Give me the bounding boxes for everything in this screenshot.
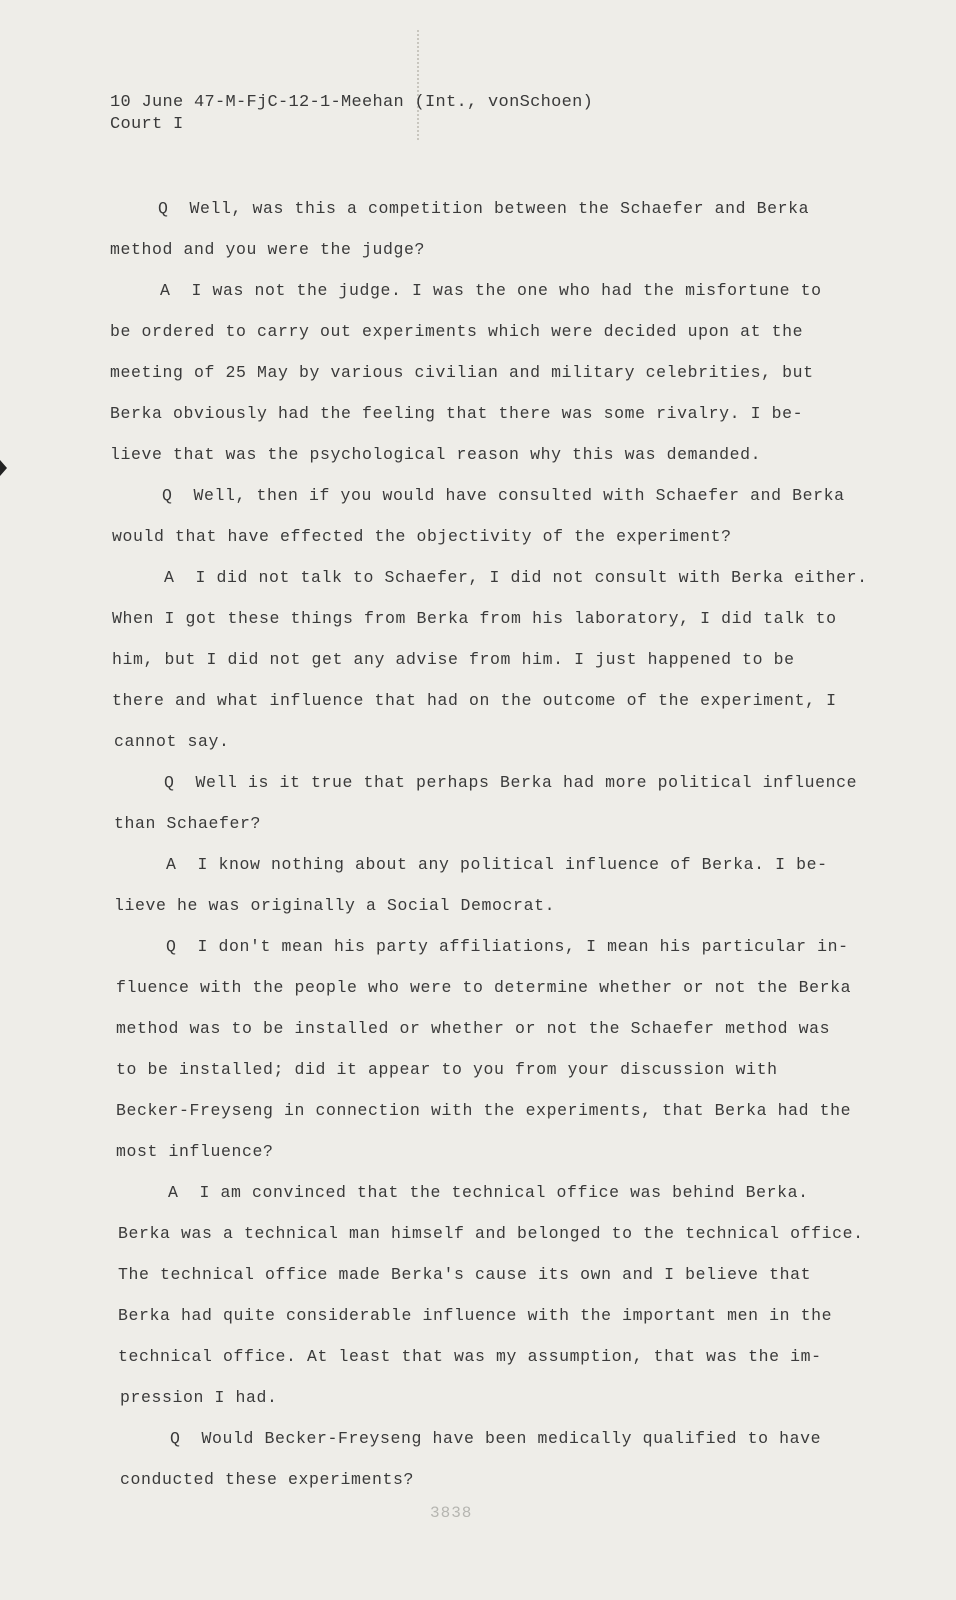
text-line: Q Well, was this a competition between the Schaefer and Berka xyxy=(158,199,810,218)
text-line: him, but I did not get any advise from him. I just happened to be xyxy=(112,650,795,669)
margin-arrow-mark xyxy=(0,460,7,476)
text-line: cannot say. xyxy=(114,732,230,751)
text-line: Berka had quite considerable influence with the important men in the xyxy=(118,1306,833,1325)
text-line: A I was not the judge. I was the one who had the misfortune to xyxy=(160,281,822,300)
text-line: Q Would Becker-Freyseng have been medically qualified to have xyxy=(170,1429,822,1448)
text-line: lieve that was the psychological reason why this was demanded. xyxy=(110,445,762,464)
page-number: 3838 xyxy=(430,1504,473,1522)
text-line: method and you were the judge? xyxy=(110,240,426,259)
text-line: The technical office made Berka's cause its own and I believe that xyxy=(118,1265,812,1284)
text-line: technical office. At least that was my assumption, that was the im- xyxy=(118,1347,822,1366)
text-line: A I know nothing about any political influence of Berka. I be- xyxy=(166,855,828,874)
text-line: Berka obviously had the feeling that there was some rivalry. I be- xyxy=(110,404,804,423)
text-line: lieve he was originally a Social Democrat. xyxy=(114,896,556,915)
text-line: than Schaefer? xyxy=(114,814,262,833)
text-line: A I did not talk to Schaefer, I did not consult with Berka either. xyxy=(164,568,868,587)
text-line: pression I had. xyxy=(120,1388,278,1407)
header-line-1: 10 June 47-M-FjC-12-1-Meehan (Int., vonSchoen) xyxy=(110,93,594,112)
text-line: would that have effected the objectivity of the experiment? xyxy=(112,527,732,546)
text-line: Q Well, then if you would have consulted with Schaefer and Berka xyxy=(162,486,845,505)
text-line: fluence with the people who were to determine whether or not the Berka xyxy=(116,978,852,997)
text-line: conducted these experiments? xyxy=(120,1470,415,1489)
text-line: there and what influence that had on the outcome of the experiment, I xyxy=(112,691,837,710)
text-line: be ordered to carry out experiments which were decided upon at the xyxy=(110,322,804,341)
document-header xyxy=(110,92,593,136)
text-line: Becker-Freyseng in connection with the experiments, that Berka had the xyxy=(116,1101,852,1120)
text-line: meeting of 25 May by various civilian and military celebrities, but xyxy=(110,363,814,382)
text-line: Q Well is it true that perhaps Berka had more political influence xyxy=(164,773,858,792)
text-line: A I am convinced that the technical office was behind Berka. xyxy=(168,1183,809,1202)
text-line: When I got these things from Berka from his laboratory, I did talk to xyxy=(112,609,837,628)
text-line: to be installed; did it appear to you from your discussion with xyxy=(116,1060,778,1079)
text-line: Berka was a technical man himself and belonged to the technical office. xyxy=(118,1224,864,1243)
text-line: method was to be installed or whether or not the Schaefer method was xyxy=(116,1019,831,1038)
header-line-2: Court I xyxy=(110,115,184,134)
text-line: most influence? xyxy=(116,1142,274,1161)
text-line: Q I don't mean his party affiliations, I mean his particular in- xyxy=(166,937,849,956)
